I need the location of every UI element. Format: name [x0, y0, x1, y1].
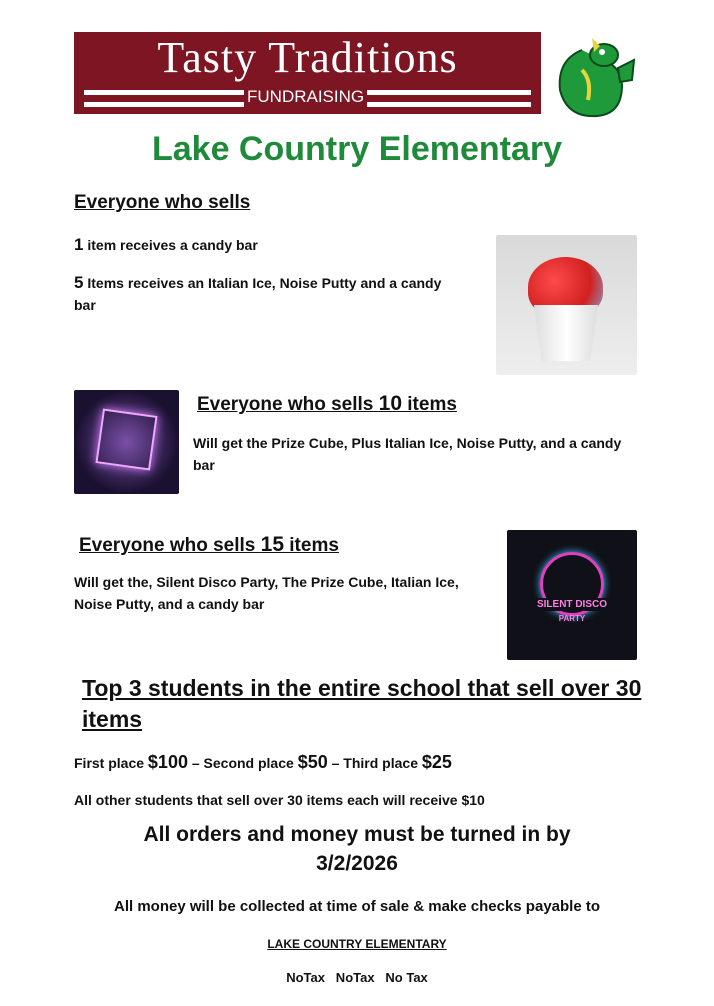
tasty-traditions-logo [74, 32, 541, 114]
logo-title: Tasty Traditions [157, 33, 458, 82]
text: Everyone who sells [79, 535, 261, 556]
count: 15 [260, 533, 284, 556]
tier3-body: Will get the, Silent Disco Party, The Prize Cube, Italian Ice, Noise Putty, and a candy bar [74, 574, 459, 612]
text: Items receives an Italian Ice, Noise Putty and a candy bar [74, 275, 442, 313]
tier2-heading [197, 392, 457, 416]
deadline [0, 820, 714, 878]
tier1-line1 [74, 234, 454, 256]
logo-subtitle: FUNDRAISING [244, 86, 367, 108]
prizes-line [74, 751, 452, 774]
text: – Third place [327, 755, 422, 771]
count: 10 [378, 392, 402, 415]
tier1-heading: Everyone who sells [74, 192, 251, 213]
tax-note: NoTax NoTax No Tax [286, 970, 428, 985]
image-caption: SILENT DISCO [507, 598, 637, 611]
dragon-mascot-icon [552, 30, 640, 120]
payment-note: All money will be collected at time of sale & make checks payable to [113, 898, 600, 915]
amount: $25 [421, 752, 452, 772]
tier3-heading [79, 533, 339, 557]
school-name: Lake Country Elementary [151, 130, 563, 168]
silent-disco-image [507, 530, 637, 660]
text: items [284, 535, 339, 556]
italian-ice-image [496, 235, 637, 375]
deadline-text: All orders and money must be turned in by [143, 823, 571, 846]
text: items [402, 394, 457, 415]
count: 5 [74, 273, 84, 292]
text: – Second place [187, 755, 298, 771]
image-caption: PARTY [558, 614, 586, 623]
payee: LAKE COUNTRY ELEMENTARY [267, 937, 447, 951]
tier1-line2 [74, 272, 454, 316]
deadline-date: 3/2/2026 [316, 852, 398, 875]
top3-heading: Top 3 students in the entire school that sell over 30 items [82, 675, 642, 732]
text: item receives a candy bar [83, 237, 258, 253]
amount: $50 [297, 752, 328, 772]
others-line: All other students that sell over 30 items each will receive $10 [74, 792, 485, 808]
prize-cube-image [74, 390, 179, 494]
text: First place [74, 755, 148, 771]
text: Everyone who sells [197, 394, 379, 415]
count: 1 [74, 235, 84, 254]
tier2-body: Will get the Prize Cube, Plus Italian Ice, Noise Putty, and a candy bar [193, 435, 622, 473]
amount: $100 [147, 752, 188, 772]
